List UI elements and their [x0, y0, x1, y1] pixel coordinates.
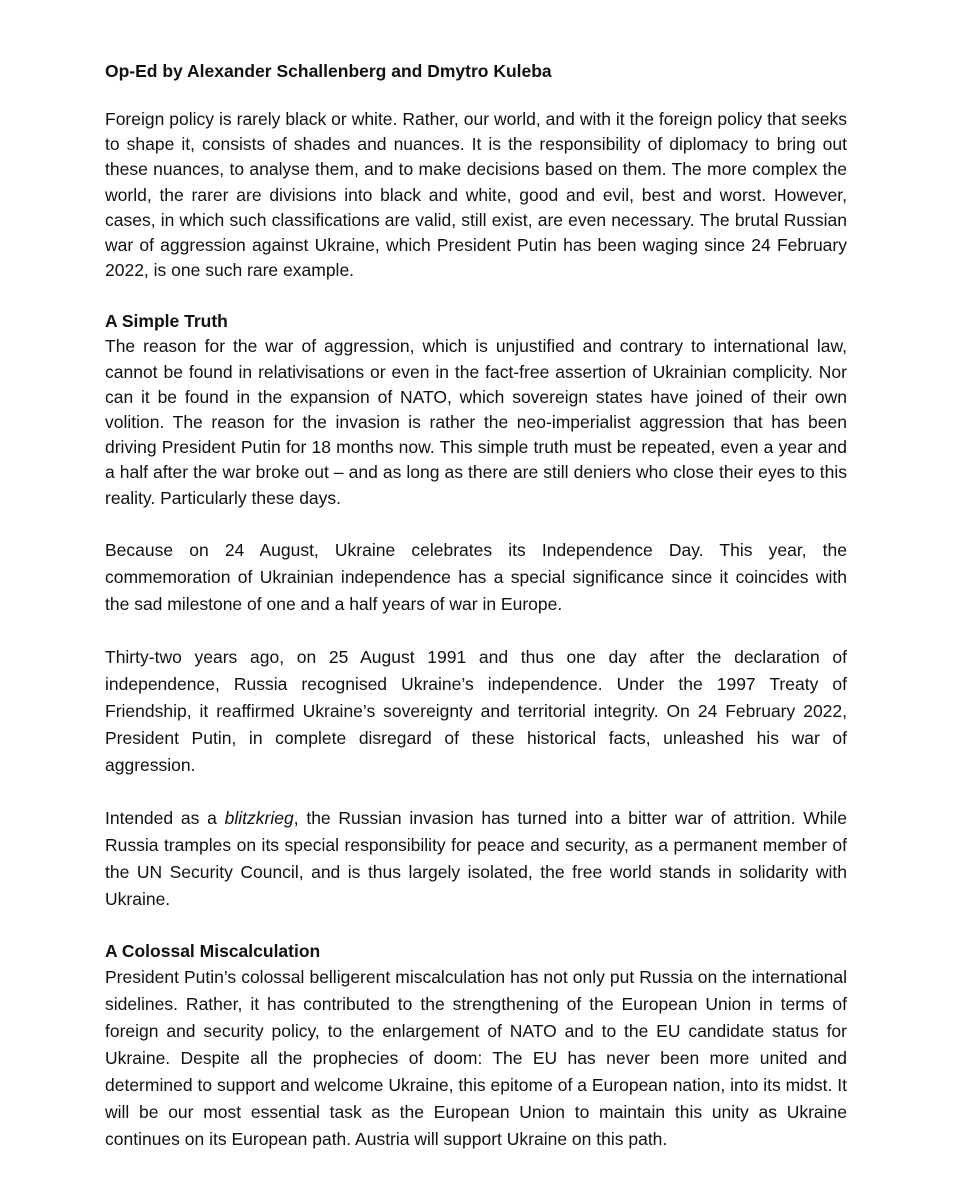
- simple-truth-paragraph-3: Thirty-two years ago, on 25 August 1991 and thus one day after the declaration of independence, Russia recognised Ukraine’s independence. Under the 1997 Treaty of Friendship, it reaffirmed Ukraine’s sovereignty and territorial integrity. On 24 February 2022, President Putin, in complete disregard of these historical facts, unleashed his war of aggression.: [105, 646, 847, 775]
- section-heading-colossal-miscalculation: A Colossal Miscalculation: [105, 940, 321, 961]
- simple-truth-paragraph-4: [105, 805, 847, 913]
- p4-text-after: , the Russian invasion has turned into a bitter war of attrition. While Russia tramples on its special responsibility for peace and security, as a permanent member of the UN Security Council, and is thus largely isolated, the free world stands in solidarity with Ukraine.: [105, 807, 847, 909]
- byline: Op-Ed by Alexander Schallenberg and Dmytro Kuleba: [105, 61, 552, 81]
- p4-italic-term: blitzkrieg: [224, 807, 294, 828]
- simple-truth-paragraph-1: The reason for the war of aggression, which is unjustified and contrary to international law, cannot be found in relativisations or even in the fact-free assertion of Ukrainian complicity. Nor can it be found in the expansion of NATO, which sovereign states have joined of their own volition. The reason for the invasion is rather the neo-imperialist aggression that has been driving President Putin for 18 months now. This simple truth must be repeated, even a year and a half after the war broke out – and as long as there are still deniers who close their eyes to this reality. Particularly these days.: [105, 336, 847, 508]
- p4-text-before: Intended as a: [105, 807, 225, 828]
- colossal-miscalculation-paragraph: President Putin’s colossal belligerent miscalculation has not only put Russia on the international sidelines. Rather, it has contributed to the strengthening of the European Union in terms of foreign and security policy, to the enlargement of NATO and to the EU candidate status for Ukraine. Despite all the prophecies of doom: The EU has never been more united and determined to support and welcome Ukraine, this epitome of a European nation, into its midst. It will be our most essential task as the European Union to maintain this unity as Ukraine continues on its European path. Austria will support Ukraine on this path.: [105, 966, 847, 1149]
- document-page: [105, 58, 847, 1153]
- intro-paragraph: Foreign policy is rarely black or white. Rather, our world, and with it the foreign policy that seeks to shape it, consists of shades and nuances. It is the responsibility of diplomacy to bring out these nuances, to analyse them, and to make decisions based on them. The more complex the world, the rarer are divisions into black and white, good and evil, best and worst. However, cases, in which such classifications are valid, still exist, are even necessary. The brutal Russian war of aggression against Ukraine, which President Putin has been waging since 24 February 2022, is one such rare example.: [105, 109, 847, 281]
- section-heading-simple-truth: A Simple Truth: [105, 311, 228, 332]
- simple-truth-paragraph-2: Because on 24 August, Ukraine celebrates its Independence Day. This year, the commemoration of Ukrainian independence has a special significance since it coincides with the sad milestone of one and a half years of war in Europe.: [105, 539, 847, 614]
